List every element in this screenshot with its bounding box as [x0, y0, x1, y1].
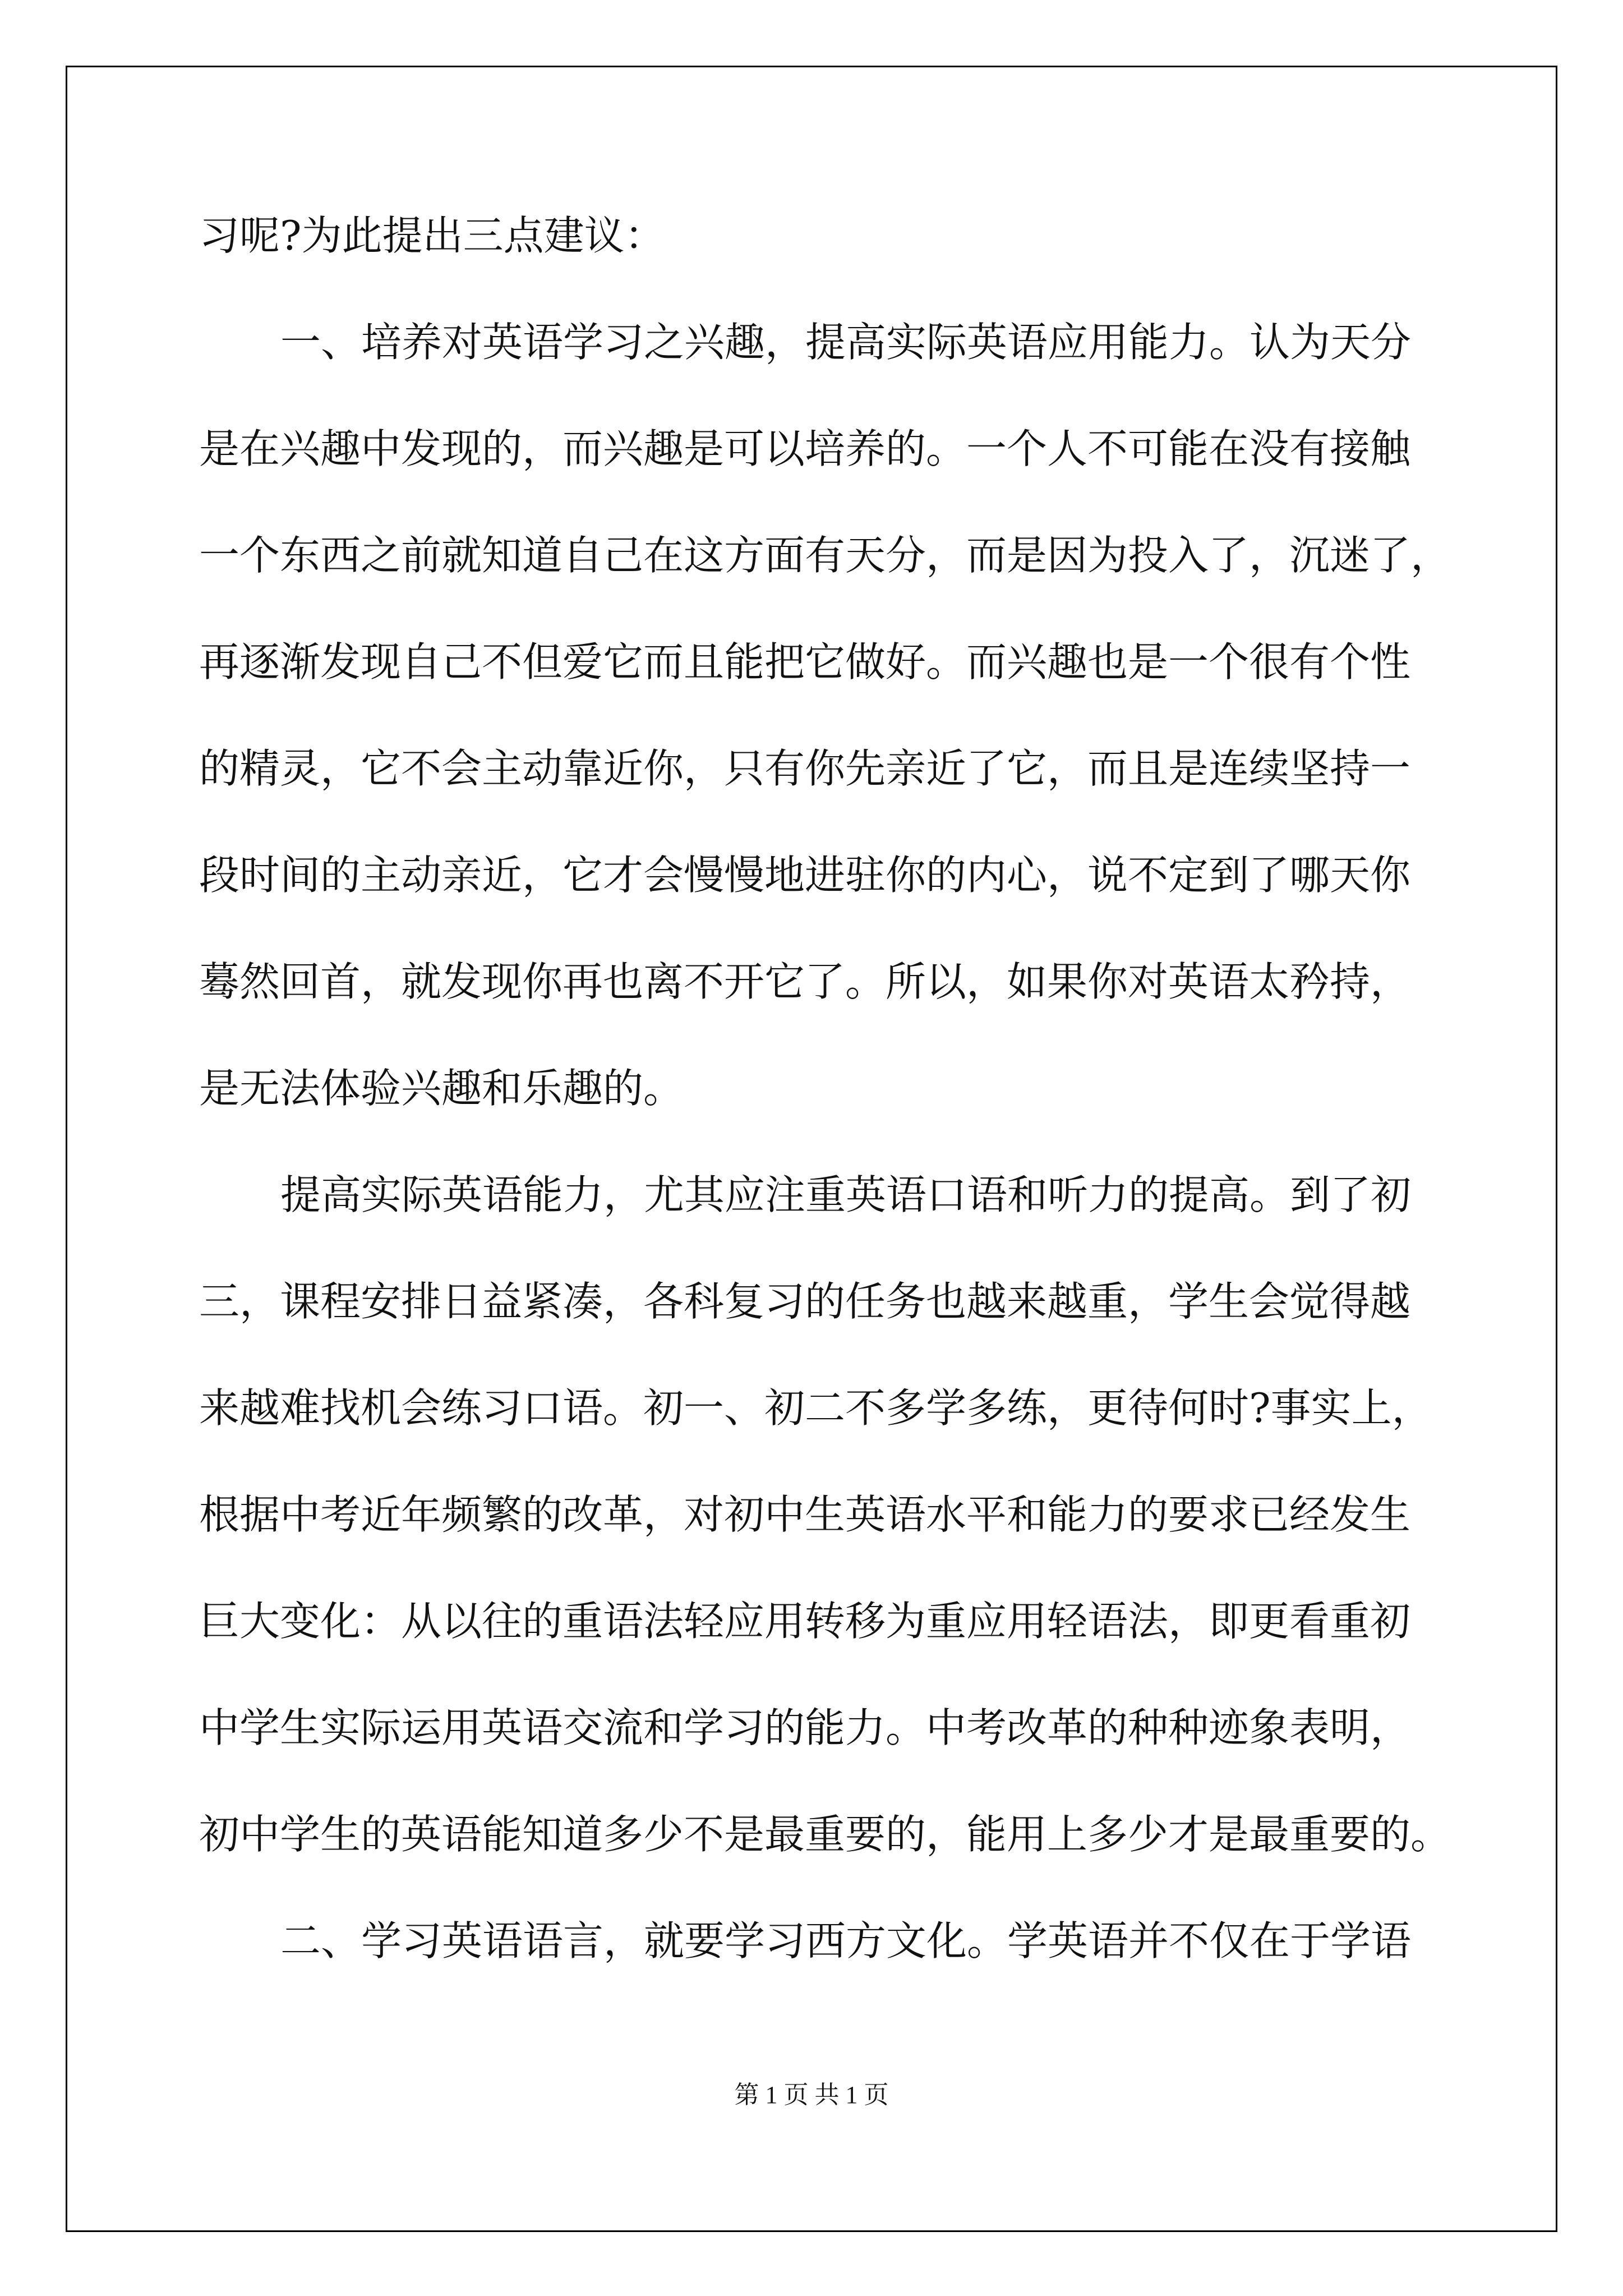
text-line: 来越难找机会练习口语。初一、初二不多学多练，更待何时?事实上，: [199, 1384, 1432, 1432]
page-number: 第 1 页 共 1 页: [734, 2081, 889, 2109]
text-line: 是无法体验兴趣和乐趣的。: [199, 1065, 684, 1112]
page-footer: [0, 2078, 1623, 2112]
text-line: 的精灵，它不会主动靠近你，只有你先亲近了它，而且是连续坚持一: [199, 745, 1411, 792]
text-line: 中学生实际运用英语交流和学习的能力。中考改革的种种迹象表明，: [199, 1704, 1411, 1751]
text-line: 三，课程安排日益紧凑，各科复习的任务也越来越重，学生会觉得越: [199, 1278, 1411, 1325]
paragraph-start-line: 二、学习英语语言，就要学习西方文化。学英语并不仅在于学语: [280, 1917, 1412, 1964]
page-border: [66, 66, 1557, 2232]
text-line: 是在兴趣中发现的，而兴趣是可以培养的。一个人不可能在没有接触: [199, 425, 1411, 472]
text-line: 初中学生的英语能知道多少不是最重要的，能用上多少才是最重要的。: [199, 1811, 1451, 1858]
text-line: 习呢?为此提出三点建议：: [199, 212, 665, 259]
text-line: 巨大变化：从以往的重语法轻应用转移为重应用轻语法，即更看重初: [199, 1598, 1411, 1645]
paragraph-start-line: 一、培养对英语学习之兴趣，提高实际英语应用能力。认为天分: [280, 319, 1412, 366]
text-line: 根据中考近年频繁的改革，对初中生英语水平和能力的要求已经发生: [199, 1491, 1411, 1538]
text-line: 一个东西之前就知道自己在这方面有天分，而是因为投入了，沉迷了，: [199, 532, 1451, 579]
text-line: 再逐渐发现自己不但爱它而且能把它做好。而兴趣也是一个很有个性: [199, 638, 1411, 685]
paragraph-start-line: 提高实际英语能力，尤其应注重英语口语和听力的提高。到了初: [280, 1171, 1412, 1218]
text-line: 蓦然回首，就发现你再也离不开它了。所以，如果你对英语太矜持，: [199, 958, 1411, 1005]
text-line: 段时间的主动亲近，它才会慢慢地进驻你的内心，说不定到了哪天你: [199, 852, 1411, 899]
